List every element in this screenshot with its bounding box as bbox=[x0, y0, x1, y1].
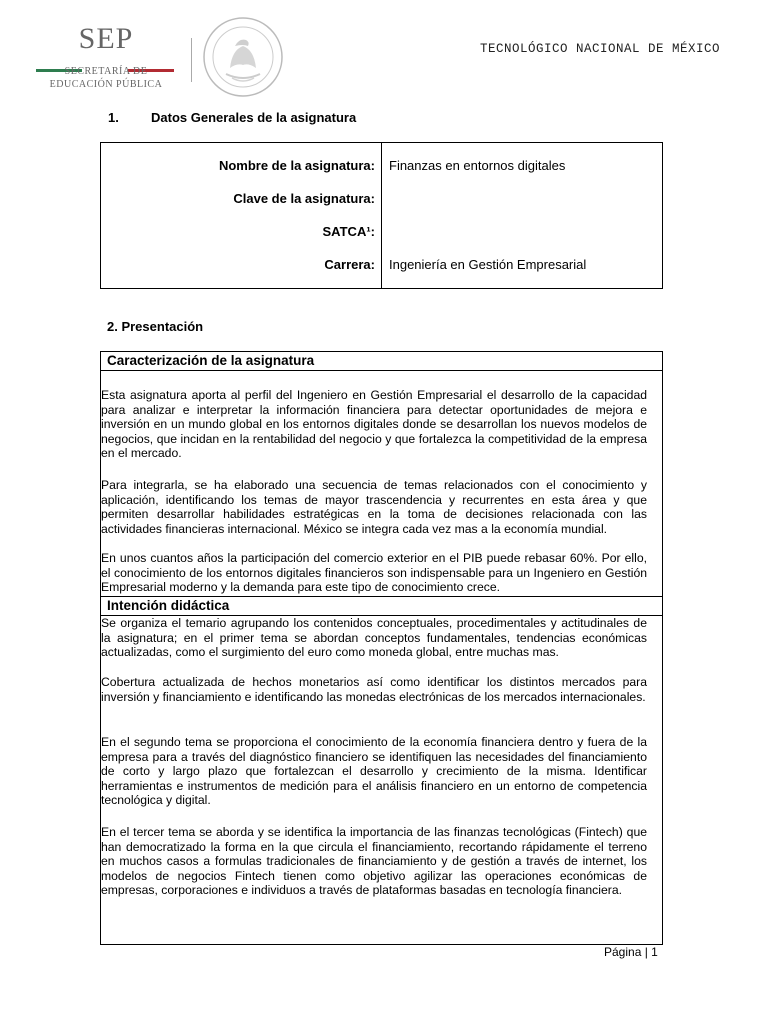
nombre-value: Finanzas en entornos digitales bbox=[389, 158, 566, 173]
clave-label: Clave de la asignatura: bbox=[233, 191, 375, 206]
national-seal-icon bbox=[202, 16, 284, 98]
intencion-paragraph: Se organiza el temario agrupando los contenidos conceptuales, procedimentales y actitudinales de la asignatura; en el primer tema se abordan conceptos fundamentales, tendencias económicas actualizadas, como el surgimiento del euro como moneda global, entre muchas mas. bbox=[101, 616, 647, 660]
datos-table-divider bbox=[381, 142, 382, 289]
institution-name: TECNOLÓGICO NACIONAL DE MÉXICO bbox=[479, 42, 720, 56]
caracterizacion-paragraph: En unos cuantos años la participación del comercio exterior en el PIB puede rebasar 60%. Por ello, el conocimiento de los entornos digitales financieros son indispensable para un Ingeniero en Gestión Empresarial moderno y la demanda para este tipo de conocimiento crece. bbox=[101, 551, 647, 595]
nombre-label: Nombre de la asignatura: bbox=[218, 158, 375, 173]
intencion-paragraph: En el tercer tema se aborda y se identifica la importancia de las finanzas tecnológicas (Fintech) que han democratizado la forma en la que circula el financiamiento, recortando rápidamente el terreno en muchos casos a formulas tradicionales de financiamiento y de gestión a través de internet, los modelos de negocios Fintech tienen como objetivo agilizar las operaciones económicas de empresas, corporaciones e individuos a través de plataformas basadas en tecnología financiera. bbox=[101, 825, 647, 898]
sep-logo-title: SEP bbox=[78, 22, 134, 55]
sep-logo bbox=[36, 22, 176, 92]
intencion-heading: Intención didáctica bbox=[100, 596, 663, 616]
carrera-label: Carrera: bbox=[324, 257, 375, 272]
caracterizacion-paragraph: Esta asignatura aporta al perfil del Ingeniero en Gestión Empresarial el desarrollo de la capacidad para analizar e interpretar la información financiera para detectar oportunidades de mejora e inversión en un mundo global en los entornos digitales donde se desarrollan los nuevos modelos de negocios, que incidan en la rentabilidad del negocio y que fortalezca la competitividad de la empresa en el mercado. bbox=[101, 388, 647, 461]
intencion-paragraph: Cobertura actualizada de hechos monetarios así como identificar los distintos mercados para inversión y financiamiento e identificando las monedas electrónicas de los mercados internacionales. bbox=[101, 675, 647, 704]
sep-logo-line1: SECRETARÍA DE bbox=[64, 66, 148, 77]
page-number: Página | 1 bbox=[604, 945, 658, 959]
sep-tricolor-bar bbox=[36, 59, 176, 62]
logo-divider bbox=[191, 38, 192, 82]
section1-number: 1. bbox=[108, 110, 119, 125]
section2-title: 2. Presentación bbox=[107, 319, 204, 334]
sep-logo-line2: EDUCACIÓN PÚBLICA bbox=[49, 79, 163, 90]
section1-title: Datos Generales de la asignatura bbox=[151, 110, 357, 125]
satca-label: SATCA¹: bbox=[322, 224, 375, 239]
carrera-value: Ingeniería en Gestión Empresarial bbox=[389, 257, 587, 272]
caracterizacion-heading: Caracterización de la asignatura bbox=[100, 351, 663, 371]
caracterizacion-paragraph: Para integrarla, se ha elaborado una secuencia de temas relacionados con el conocimiento y aplicación, identificando los temas de mayor trascendencia y recurrentes en esta área y que permiten desarrollar habilidades estratégicas en la toma de decisiones relacionada con las actividades financieras internacional. México se integra cada vez mas a la economía mundial. bbox=[101, 478, 647, 536]
intencion-paragraph: En el segundo tema se proporciona el conocimiento de la economía financiera dentro y fuera de la empresa para a través del diagnóstico financiero se identifiquen las necesidades del financiamiento de corto y largo plazo que fortalezcan el desarrollo y crecimiento de la misma. Identificar herramientas e instrumentos de medición para el análisis financiero en un entorno de competencia tecnológica y digital. bbox=[101, 735, 647, 808]
